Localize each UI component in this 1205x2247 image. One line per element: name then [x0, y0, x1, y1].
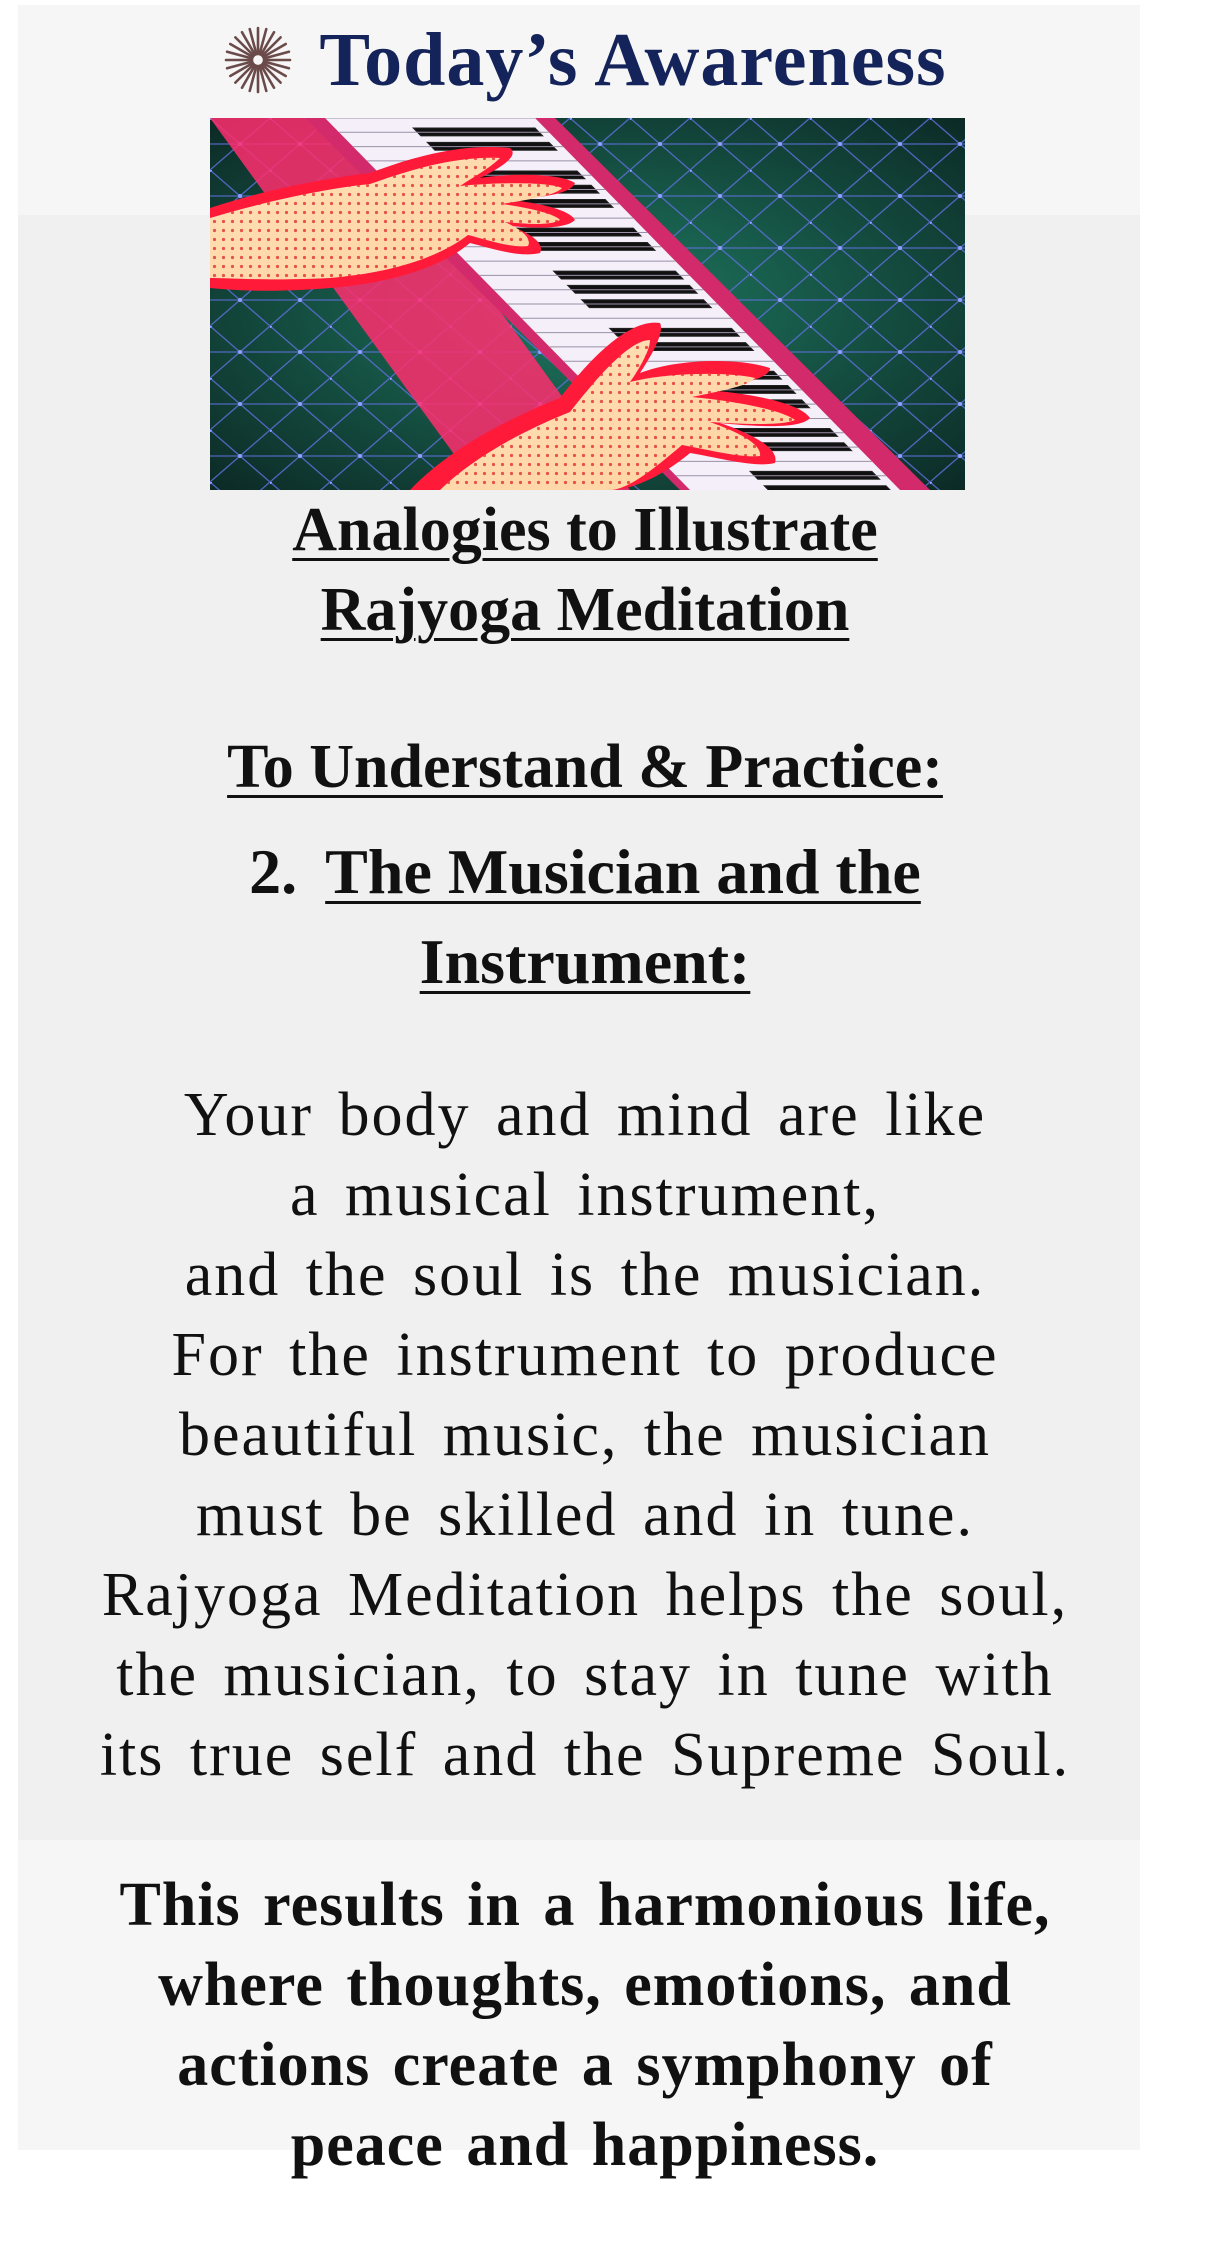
body-line: must be skilled and in tune.	[196, 1481, 974, 1549]
piano-hands-illustration	[210, 118, 965, 490]
item-heading	[30, 827, 1140, 1007]
conclusion-line: where thoughts, emotions, and	[158, 1951, 1012, 2019]
conclusion-text	[30, 1865, 1140, 2185]
conclusion-line: peace and happiness.	[290, 2111, 880, 2179]
body-line: and the soul is the musician.	[184, 1241, 986, 1309]
body-line: a musical instrument,	[289, 1161, 881, 1229]
conclusion-line: This results in a harmonious life,	[119, 1871, 1051, 1939]
conclusion-line: actions create a symphony of	[177, 2031, 993, 2099]
title-line-2: Rajyoga Meditation	[320, 576, 850, 644]
subtitle: To Understand & Practice:	[227, 733, 943, 801]
header	[0, 10, 1170, 110]
body-line: For the instrument to produce	[171, 1321, 999, 1389]
item-title-line-1: The Musician and the	[325, 836, 921, 907]
body-line: beautiful music, the musician	[178, 1401, 992, 1469]
body-line: Rajyoga Meditation helps the soul,	[101, 1561, 1069, 1629]
body-text	[30, 1075, 1140, 1795]
sunburst-icon	[223, 25, 293, 95]
title	[30, 490, 1140, 650]
page-header-title: Today’s Awareness	[319, 17, 947, 102]
body-line: Your body and mind are like	[183, 1081, 987, 1149]
item-number: 2.	[249, 836, 298, 907]
body-line: its true self and the Supreme Soul.	[99, 1721, 1071, 1789]
title-line-1: Analogies to Illustrate	[292, 496, 878, 564]
body-line: the musician, to stay in tune with	[116, 1641, 1054, 1709]
item-title-line-2: Instrument:	[419, 926, 751, 997]
